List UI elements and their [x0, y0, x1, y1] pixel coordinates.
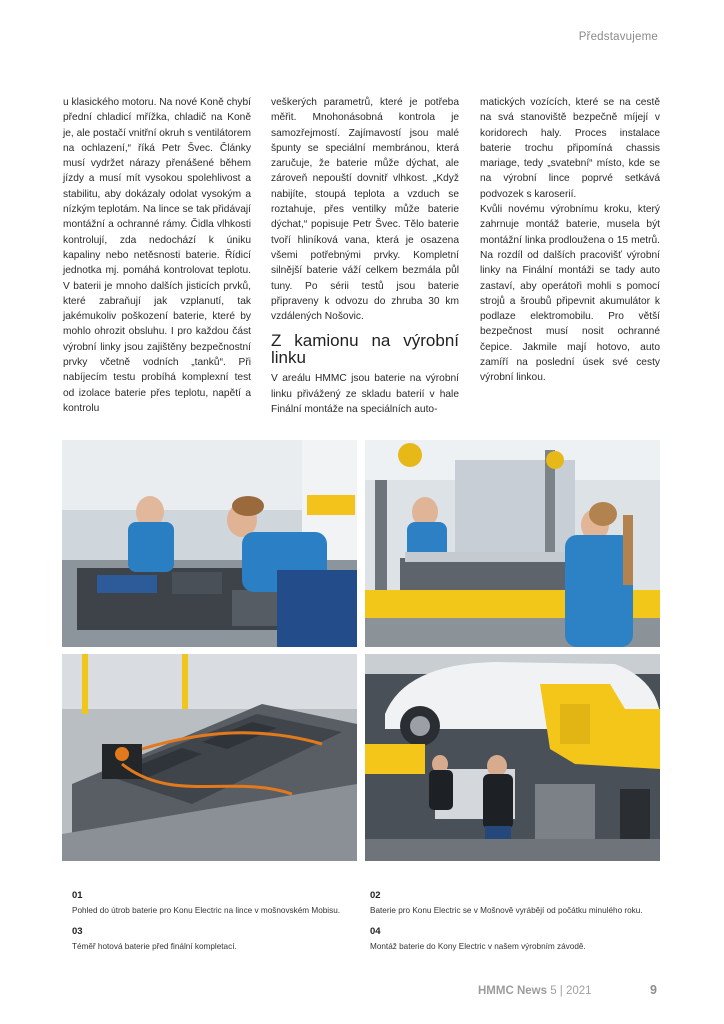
photo-2-illustration	[365, 440, 660, 647]
article-column-1	[63, 95, 251, 416]
caption-number: 01	[72, 890, 83, 901]
caption-01	[72, 890, 362, 916]
footer-issue: 5 | 2021	[550, 985, 592, 997]
footer-brand: HMMC News	[478, 985, 548, 997]
caption-04	[370, 926, 660, 952]
footer-publication	[478, 985, 592, 997]
article-paragraph: veškerých parametrů, které je potřeba měřit. Mnohonásobná kontrola je samozřejmostí. Zajímavostí jsou malé špunty se speciální membránou, která zaručuje, že baterie může dýchat, ale zároveň nepouští dovnitř vlhkost. „Když nabijíte, stoupá teplota a vzduch se roztahuje, přes ventilky může baterie dýchat,“ popisuje Petr Švec. Tělo baterie tvoří hliníková vana, která je osazena všemi potřebnými prvky. Kompletní silnější baterie váží celkem bezmála půl tuny. Po sérii testů jsou baterie připraveny k odvozu do zhruba 30 km vzdálených Nošovic.	[271, 97, 459, 323]
caption-number: 04	[370, 926, 381, 937]
photo-4-illustration	[365, 654, 660, 861]
article-column-2	[271, 95, 459, 417]
photo-battery-installation	[365, 654, 660, 861]
article-paragraph: Kvůli novému výrobnímu kroku, který zahrnuje montáž baterie, musela být montážní linka prodloužena o 15 metrů. Na rozdíl od dalších pracovišť výrobní linky na Finální montáži se tady auto zastaví, aby operátoři mohli s pomocí strojů a šroubů připevnit akumulátor k podlaze elektromobilu. Pro větší bezpečnost musí nosit ochranné čepice. Jakmile mají hotovo, auto zamíří na poslední úsek své cesty výrobní linkou.	[480, 204, 660, 384]
caption-number: 02	[370, 890, 381, 901]
photo-battery-yellow-frame	[365, 440, 660, 647]
photo-battery-assembly	[62, 440, 357, 647]
caption-text: Pohled do útrob baterie pro Konu Electric na lince v mošnovském Mobisu.	[72, 906, 341, 915]
photo-finished-battery	[62, 654, 357, 861]
caption-text: Montáž baterie do Kony Electric v našem výrobním závodě.	[370, 942, 586, 951]
page-number: 9	[650, 983, 657, 997]
photo-3-illustration	[62, 654, 357, 861]
article-subheading: Z kamionu na výrobní linku	[271, 331, 459, 368]
section-label: Představujeme	[578, 31, 658, 43]
article-column-3	[480, 95, 660, 386]
caption-text: Téměř hotová baterie před finální kompletací.	[72, 942, 237, 951]
caption-02	[370, 890, 660, 916]
article-paragraph: V areálu HMMC jsou baterie na výrobní linku přivážený ze skladu baterií v hale Finální montáže na speciálních auto-	[271, 373, 459, 416]
caption-03	[72, 926, 362, 952]
caption-number: 03	[72, 926, 83, 937]
article-paragraph: u klasického motoru. Na nové Koně chybí přední chladicí mřížka, chladič na Koně je, ale postačí vnitřní okruh s ventilátorem na ochlazení,“ říká Petr Švec. Články musí vydržet nárazy přenášené během jízdy a musí mít vysokou spolehlivost a stabilitu, aby dokázaly odolat vysokým a nízkým teplotám. Na lince se tak přidávají montážní a ochranné rámy. Čidla vlhkosti kontrolují, zda nedochází k úniku kapaliny nebo netěsnosti baterie. Řídicí jednotka mj. pomáhá kontrolovat teplotu. V baterii je mnoho dalších jisticích prvků, které zabraňují jak vzplanutí, tak jakémukoliv poškození baterie, které by mohlo ohrozit obsluhu. I pro každou část výrobní linky jsou zajištěny bezpečnostní prvky včetně vodních „tanků“. Při nabíjecím testu probíhá komplexní test od izolace baterie přes teplotu, napětí a kontrolu	[63, 97, 252, 414]
caption-text: Baterie pro Konu Electric se v Mošnově vyrábějí od počátku minulého roku.	[370, 906, 643, 915]
photo-1-illustration	[62, 440, 357, 647]
article-paragraph: matických vozících, které se na cestě na svá stanoviště bezpečně míjejí v koridorech haly. Proces instalace baterie trochu připomíná chassis mariage, tedy „svatební“ místo, kde se na výrobní lince poprvé setkává podvozek s karoserií.	[480, 97, 660, 200]
